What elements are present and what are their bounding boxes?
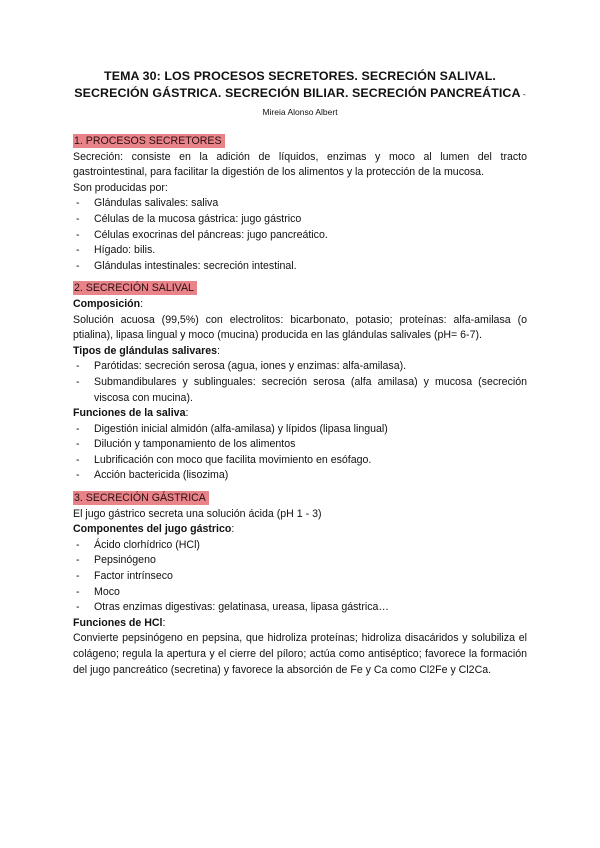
section-procesos-secretores	[73, 134, 527, 274]
funciones-hcl-text: Convierte pepsinógeno en pepsina, que hidroliza proteínas; hidroliza disacáridos y solubiliza el colágeno; regula la apertura y el cierre del píloro; actúa como antiséptico; favorece la formación del jugo pancreático (secretina) y favorece la absorción de Fe y Ca como Cl2Fe y Cl2Ca.	[73, 632, 527, 676]
producidas-por-label: Son producidas por:	[73, 181, 168, 194]
list-item: - Submandibulares y sublinguales: secreción serosa (alfa amilasa) y mucosa (secreción viscosa con mucina).	[73, 375, 527, 406]
tipos-glandulas-label: Tipos de glándulas salivares	[73, 344, 218, 357]
list-item: - Otras enzimas digestivas: gelatinasa, ureasa, lipasa gástrica…	[73, 600, 527, 616]
document-title	[73, 68, 527, 121]
list-item: - Glándulas salivales: saliva	[73, 196, 527, 212]
composicion-text: Solución acuosa (99,5%) con electrolitos: bicarbonato, potasio; proteínas: alfa-amilasa (o ptialina), lipasa lingual y moco (mucina) producida en las glándulas salivales (pH= 6-7).	[73, 313, 527, 342]
producers-list	[73, 196, 527, 274]
tipos-colon: :	[217, 344, 221, 357]
section-heading-2: 2. SECRECIÓN SALIVAL	[73, 281, 197, 295]
section-secrecion-gastrica	[73, 484, 527, 678]
tipos-glandulas-list	[73, 359, 527, 406]
section-heading-3: 3. SECRECIÓN GÁSTRICA	[73, 491, 209, 505]
funciones-saliva-colon: :	[185, 407, 189, 420]
componentes-colon: :	[231, 523, 235, 536]
list-item: - Células exocrinas del páncreas: jugo pancreático.	[73, 228, 527, 244]
funciones-saliva-label: Funciones de la saliva	[73, 407, 186, 420]
list-item: - Moco	[73, 585, 527, 601]
list-item: - Pepsinógeno	[73, 553, 527, 569]
list-item: - Factor intrínseco	[73, 569, 527, 585]
list-item: - Hígado: bilis.	[73, 243, 527, 259]
section-heading-1: 1. PROCESOS SECRETORES	[73, 134, 225, 148]
componentes-label: Componentes del jugo gástrico	[73, 523, 232, 536]
title-main: TEMA 30: LOS PROCESOS SECRETORES. SECRECIÓN SALIVAL. SECRECIÓN GÁSTRICA. SECRECIÓN BILIAR. SECRECIÓN PANCREÁTICA	[74, 69, 521, 100]
componentes-list	[73, 538, 527, 616]
section-secrecion-salival	[73, 274, 527, 484]
list-item: - Dilución y tamponamiento de los alimentos	[73, 437, 527, 453]
funciones-saliva-list	[73, 422, 527, 484]
funciones-hcl-colon: :	[162, 616, 166, 629]
secrecion-definition: Secreción: consiste en la adición de líquidos, enzimas y moco al lumen del tracto gastrointestinal, para facilitar la digestión de los alimentos y la protección de la mucosa.	[73, 150, 527, 179]
list-item: - Glándulas intestinales: secreción intestinal.	[73, 259, 527, 275]
composicion-colon: :	[140, 297, 144, 310]
list-item: - Células de la mucosa gástrica: jugo gástrico	[73, 212, 527, 228]
funciones-hcl-label: Funciones de HCl	[73, 616, 163, 629]
composicion-label: Composición	[73, 297, 141, 310]
list-item: - Lubrificación con moco que facilita movimiento en esófago.	[73, 453, 527, 469]
list-item: - Acción bactericida (lisozima)	[73, 468, 527, 484]
list-item: - Ácido clorhídrico (HCl)	[73, 538, 527, 554]
list-item: - Digestión inicial almidón (alfa-amilasa) y lípidos (lipasa lingual)	[73, 422, 527, 438]
jugo-gastrico-intro: El jugo gástrico secreta una solución ácida (pH 1 - 3)	[73, 507, 322, 520]
list-item: - Parótidas: secreción serosa (agua, iones y enzimas: alfa-amilasa).	[73, 359, 527, 375]
title-author: - Mireia Alonso Albert	[262, 89, 526, 117]
